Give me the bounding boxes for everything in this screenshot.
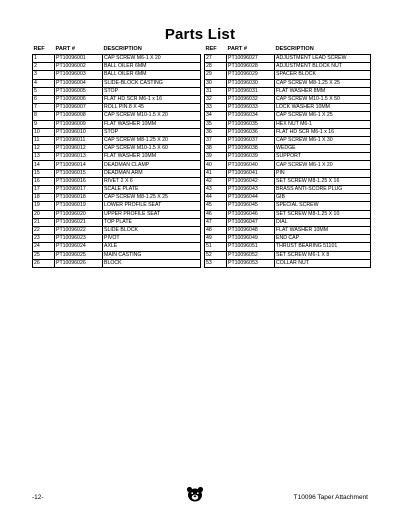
bear-head-icon [186, 486, 204, 502]
ref-cell: 7 [33, 104, 55, 112]
ref-cell: 9 [33, 120, 55, 128]
ref-cell: 11 [33, 136, 55, 144]
table-row [33, 161, 201, 169]
part-number-cell: PT10096034 [227, 112, 275, 120]
part-number-cell: PT10096025 [55, 251, 103, 259]
part-number-cell: PT10096004 [55, 79, 103, 87]
part-number-cell: PT10096039 [227, 153, 275, 161]
description-cell: FLAT WASHER 10MM [103, 153, 201, 161]
table-header-row [205, 46, 371, 55]
part-number-cell: PT10096041 [227, 169, 275, 177]
part-number-cell: PT10096048 [227, 226, 275, 234]
ref-cell: 42 [205, 177, 227, 185]
ref-cell: 33 [205, 104, 227, 112]
part-number-cell: PT10096005 [55, 87, 103, 95]
ref-cell: 17 [33, 186, 55, 194]
description-cell: LOCK WASHER 10MM [275, 104, 371, 112]
part-number-cell: PT10096023 [55, 235, 103, 243]
table-row [205, 169, 371, 177]
part-number-cell: PT10096026 [55, 259, 103, 267]
description-cell: CAP SCREW M6-1 X 20 [275, 161, 371, 169]
table-row [205, 120, 371, 128]
description-cell: CAP SCREW M10-1.5 X 20 [103, 112, 201, 120]
part-number-cell: PT10096020 [55, 210, 103, 218]
part-number-cell: PT10096014 [55, 161, 103, 169]
ref-cell: 6 [33, 95, 55, 103]
part-number-cell: PT10096028 [227, 63, 275, 71]
part-number-cell: PT10096030 [227, 79, 275, 87]
table-row [33, 145, 201, 153]
description-cell: THRUST BEARING 51101 [275, 243, 371, 251]
ref-cell: 28 [205, 63, 227, 71]
table-row [205, 235, 371, 243]
description-cell: STOP [103, 87, 201, 95]
ref-cell: 24 [33, 243, 55, 251]
part-number-cell: PT10096027 [227, 55, 275, 63]
part-number-cell: PT10096001 [55, 55, 103, 63]
ref-cell: 3 [33, 71, 55, 79]
ref-cell: 26 [33, 259, 55, 267]
part-number-cell: PT10096029 [227, 71, 275, 79]
ref-cell: 15 [33, 169, 55, 177]
table-row [205, 145, 371, 153]
ref-cell: 30 [205, 79, 227, 87]
ref-cell: 13 [33, 153, 55, 161]
column-header-ref: REF [205, 46, 217, 52]
description-cell: GIB [275, 194, 371, 202]
part-number-cell: PT10096046 [227, 210, 275, 218]
part-number-cell: PT10096009 [55, 120, 103, 128]
description-cell: SPACER BLOCK [275, 71, 371, 79]
description-cell: SET SCREW M8-1.25 X 10 [275, 210, 371, 218]
part-number-cell: PT10096045 [227, 202, 275, 210]
ref-cell: 40 [205, 161, 227, 169]
column-header-part: PART # [55, 46, 75, 52]
table-row [33, 79, 201, 87]
part-number-cell: PT10096015 [55, 169, 103, 177]
table-row [205, 55, 371, 63]
ref-cell: 34 [205, 112, 227, 120]
description-cell: CAP SCREW M6-1 X 30 [275, 136, 371, 144]
column-header-ref: REF [33, 46, 45, 52]
ref-cell: 16 [33, 177, 55, 185]
description-cell: PIN [275, 169, 371, 177]
ref-cell: 36 [205, 128, 227, 136]
part-number-cell: PT10096033 [227, 104, 275, 112]
part-number-cell: PT10096049 [227, 235, 275, 243]
description-cell: FLAT WASHER 10MM [275, 226, 371, 234]
ref-cell: 44 [205, 194, 227, 202]
ref-cell: 43 [205, 186, 227, 194]
part-number-cell: PT10096047 [227, 218, 275, 226]
table-row [205, 186, 371, 194]
ref-cell: 23 [33, 235, 55, 243]
ref-cell: 12 [33, 145, 55, 153]
description-cell: UPPER PROFILE SEAT [103, 210, 201, 218]
ref-cell: 21 [33, 218, 55, 226]
description-cell: CAP SCREW M6-1 X 25 [275, 112, 371, 120]
description-cell: DIAL [275, 218, 371, 226]
description-cell: STOP [103, 128, 201, 136]
table-row [33, 112, 201, 120]
table-row [205, 194, 371, 202]
part-number-cell: PT10096051 [227, 243, 275, 251]
ref-cell: 5 [33, 87, 55, 95]
description-cell: CAP SCREW M10-1.5 X 50 [275, 95, 371, 103]
ref-cell: 19 [33, 202, 55, 210]
description-cell: ADJUSTMENT LEAD SCREW [275, 55, 371, 63]
ref-cell: 29 [205, 71, 227, 79]
table-row [33, 235, 201, 243]
description-cell: WEDGE [275, 145, 371, 153]
description-cell: BLOCK [103, 259, 201, 267]
ref-cell: 39 [205, 153, 227, 161]
table-row [33, 243, 201, 251]
part-number-cell: PT10096036 [227, 128, 275, 136]
table-row [33, 71, 201, 79]
table-row [205, 251, 371, 259]
page-title: Parts List [164, 26, 236, 43]
table-row [33, 120, 201, 128]
description-cell: BRASS ANTI-SCORE PLUG [275, 186, 371, 194]
ref-cell: 10 [33, 128, 55, 136]
description-cell: RIVET 2 X 6 [103, 177, 201, 185]
table-row [205, 128, 371, 136]
description-cell: FLAT WASHER 8MM [275, 87, 371, 95]
table-row [205, 95, 371, 103]
table-row [205, 243, 371, 251]
table-row [33, 104, 201, 112]
description-cell: SLIDE-BLOCK CASTING [103, 79, 201, 87]
part-number-cell: PT10096053 [227, 259, 275, 267]
part-number-cell: PT10096052 [227, 251, 275, 259]
description-cell: AXLE [103, 243, 201, 251]
part-number-cell: PT10096042 [227, 177, 275, 185]
table-row [33, 87, 201, 95]
table-row [33, 202, 201, 210]
description-cell: SCALE PLATE [103, 186, 201, 194]
table-row [33, 194, 201, 202]
table-row [33, 136, 201, 144]
ref-cell: 45 [205, 202, 227, 210]
ref-cell: 1 [33, 55, 55, 63]
description-cell: CAP SCREW M6-1 X 20 [103, 55, 201, 63]
description-cell: SET SCREW M8-1.25 X 16 [275, 177, 371, 185]
description-cell: SUPPORT [275, 153, 371, 161]
ref-cell: 49 [205, 235, 227, 243]
ref-cell: 46 [205, 210, 227, 218]
table-row [205, 177, 371, 185]
parts-table-left [32, 46, 201, 268]
part-number-cell: PT10096007 [55, 104, 103, 112]
description-cell: BALL OILER 6MM [103, 71, 201, 79]
table-row [33, 259, 201, 267]
ref-cell: 41 [205, 169, 227, 177]
description-cell: FLAT HD SCR M6-1 x 16 [275, 128, 371, 136]
part-number-cell: PT10096040 [227, 161, 275, 169]
table-row [33, 251, 201, 259]
table-row [33, 177, 201, 185]
table-row [33, 210, 201, 218]
ref-cell: 25 [33, 251, 55, 259]
table-row [205, 202, 371, 210]
table-row [33, 226, 201, 234]
part-number-cell: PT10096032 [227, 95, 275, 103]
description-cell: DEADMAN CLAMP [103, 161, 201, 169]
table-row [33, 169, 201, 177]
table-header-row [33, 46, 201, 55]
part-number-cell: PT10096016 [55, 177, 103, 185]
part-number-cell: PT10096024 [55, 243, 103, 251]
description-cell: FLAT HD SCR M6-1 x 16 [103, 95, 201, 103]
ref-cell: 20 [33, 210, 55, 218]
ref-cell: 32 [205, 95, 227, 103]
description-cell: SLIDE BLOCK [103, 226, 201, 234]
part-number-cell: PT10096044 [227, 194, 275, 202]
table-row [205, 79, 371, 87]
part-number-cell: PT10096035 [227, 120, 275, 128]
description-cell: MAIN CASTING [103, 251, 201, 259]
part-number-cell: PT10096003 [55, 71, 103, 79]
table-row [33, 153, 201, 161]
page-number: -12- [32, 494, 44, 501]
table-row [33, 55, 201, 63]
ref-cell: 18 [33, 194, 55, 202]
description-cell: TOP PLATE [103, 218, 201, 226]
table-row [205, 153, 371, 161]
part-number-cell: PT10096037 [227, 136, 275, 144]
column-header-description: DESCRIPTION [103, 46, 142, 52]
part-number-cell: PT10096038 [227, 145, 275, 153]
ref-cell: 37 [205, 136, 227, 144]
table-row [205, 136, 371, 144]
column-header-part: PART # [227, 46, 247, 52]
table-row [33, 128, 201, 136]
part-number-cell: PT10096018 [55, 194, 103, 202]
table-row [205, 218, 371, 226]
part-number-cell: PT10096011 [55, 136, 103, 144]
description-cell: LOWER PROFILE SEAT [103, 202, 201, 210]
parts-table-right [204, 46, 371, 268]
ref-cell: 35 [205, 120, 227, 128]
description-cell: CAP SCREW M10-1.5 X 60 [103, 145, 201, 153]
table-row [33, 63, 201, 71]
ref-cell: 14 [33, 161, 55, 169]
ref-cell: 53 [205, 259, 227, 267]
table-row [33, 218, 201, 226]
description-cell: CAP SCREW M8-1.25 X 25 [103, 194, 201, 202]
ref-cell: 48 [205, 226, 227, 234]
table-row [205, 259, 371, 267]
table-row [205, 71, 371, 79]
ref-cell: 8 [33, 112, 55, 120]
part-number-cell: PT10096031 [227, 87, 275, 95]
document-title: T10096 Taper Attachment [293, 494, 368, 501]
description-cell: DEADMAN ARM [103, 169, 201, 177]
table-row [33, 186, 201, 194]
description-cell: CAP SCREW M8-1.25 X 25 [275, 79, 371, 87]
description-cell: SPECIAL SCREW [275, 202, 371, 210]
table-row [205, 104, 371, 112]
ref-cell: 22 [33, 226, 55, 234]
ref-cell: 47 [205, 218, 227, 226]
description-cell: COLLAR NUT [275, 259, 371, 267]
part-number-cell: PT10096010 [55, 128, 103, 136]
description-cell: HEX NUT M6-1 [275, 120, 371, 128]
part-number-cell: PT10096008 [55, 112, 103, 120]
ref-cell: 52 [205, 251, 227, 259]
description-cell: SET SCREW M6-1 X 8 [275, 251, 371, 259]
part-number-cell: PT10096006 [55, 95, 103, 103]
ref-cell: 2 [33, 63, 55, 71]
table-row [205, 63, 371, 71]
description-cell: FLAT WASHER 10MM [103, 120, 201, 128]
part-number-cell: PT10096017 [55, 186, 103, 194]
ref-cell: 31 [205, 87, 227, 95]
part-number-cell: PT10096013 [55, 153, 103, 161]
part-number-cell: PT10096012 [55, 145, 103, 153]
part-number-cell: PT10096021 [55, 218, 103, 226]
table-row [205, 226, 371, 234]
description-cell: ROLL PIN 8 X 45 [103, 104, 201, 112]
part-number-cell: PT10096043 [227, 186, 275, 194]
ref-cell: 27 [205, 55, 227, 63]
table-row [205, 112, 371, 120]
column-header-description: DESCRIPTION [275, 46, 314, 52]
table-row [205, 210, 371, 218]
part-number-cell: PT10096022 [55, 226, 103, 234]
part-number-cell: PT10096002 [55, 63, 103, 71]
description-cell: BALL OILER 6MM [103, 63, 201, 71]
ref-cell: 51 [205, 243, 227, 251]
part-number-cell: PT10096019 [55, 202, 103, 210]
description-cell: CAP SCREW M8-1.25 X 20 [103, 136, 201, 144]
ref-cell: 38 [205, 145, 227, 153]
description-cell: ADJUSTMENT BLOCK NUT [275, 63, 371, 71]
table-row [205, 87, 371, 95]
description-cell: END CAP [275, 235, 371, 243]
ref-cell: 4 [33, 79, 55, 87]
table-row [205, 161, 371, 169]
description-cell: PIVOT [103, 235, 201, 243]
table-row [33, 95, 201, 103]
